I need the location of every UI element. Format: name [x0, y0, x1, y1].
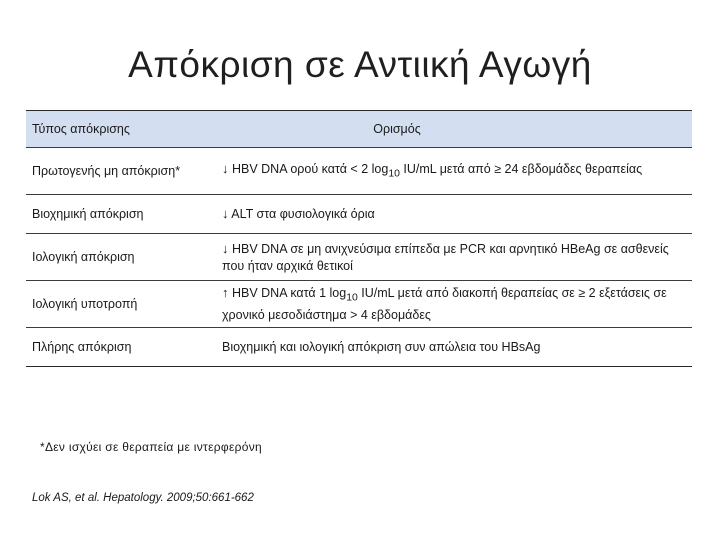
row-definition — [216, 281, 692, 328]
row-definition — [216, 328, 692, 367]
row-type: Πρωτογενής μη απόκριση* — [26, 148, 216, 195]
definition-subscript: 10 — [346, 292, 358, 304]
reference-citation: Lok AS, et al. Hepatology. 2009;50:661-662 — [32, 492, 254, 504]
table-row — [26, 281, 692, 328]
table-row — [26, 234, 692, 281]
row-definition — [216, 195, 692, 234]
row-definition — [216, 148, 692, 195]
footnote: *Δεν ισχύει σε θεραπεία με ιντερφερόνη — [40, 440, 262, 454]
table-row — [26, 195, 692, 234]
definition-subscript: 10 — [388, 168, 400, 180]
definition-text: HBV DNA σε μη ανιχνεύσιμα επίπεδα με PCR και αρνητικό HBeAg σε ασθενείς που ήταν αρχικά θετικοί — [222, 241, 669, 273]
table-row — [26, 328, 692, 367]
row-type: Ιολογική απόκριση — [26, 234, 216, 281]
arrow-down-icon: ↓ — [222, 206, 229, 221]
row-definition — [216, 234, 692, 281]
definition-text: Βιοχημική και ιολογική απόκριση συν απώλεια του HBsAg — [222, 339, 541, 354]
table-header-row — [26, 111, 692, 148]
page-title: Απόκριση σε Αντιική Αγωγή — [128, 44, 592, 85]
definition-text: HBV DNA ορού κατά < 2 log — [228, 161, 389, 176]
header-response-type: Τύπος απόκρισης — [26, 111, 216, 148]
header-definition: Ορισμός — [216, 111, 692, 148]
definition-text: IU/mL μετά από ≥ 24 εβδομάδες θεραπείας — [399, 161, 643, 176]
row-type: Ιολογική υποτροπή — [26, 281, 216, 328]
arrow-up-icon: ↑ — [222, 285, 229, 301]
arrow-down-icon: ↓ — [222, 160, 229, 176]
definition-text: ALT στα φυσιολογικά όρια — [228, 207, 375, 221]
row-type: Πλήρης απόκριση — [26, 328, 216, 367]
definition-text: HBV DNA κατά 1 log — [228, 286, 347, 301]
arrow-down-icon: ↓ — [222, 240, 229, 256]
definition-text: IU/mL μετά από διακοπή θεραπείας σε ≥ 2 εξετάσεις σε χρονικό μεσοδιάστημα > 4 εβδομάδες — [222, 286, 667, 322]
table-row — [26, 148, 692, 195]
row-type: Βιοχημική απόκριση — [26, 195, 216, 234]
response-definitions-table — [26, 110, 692, 367]
